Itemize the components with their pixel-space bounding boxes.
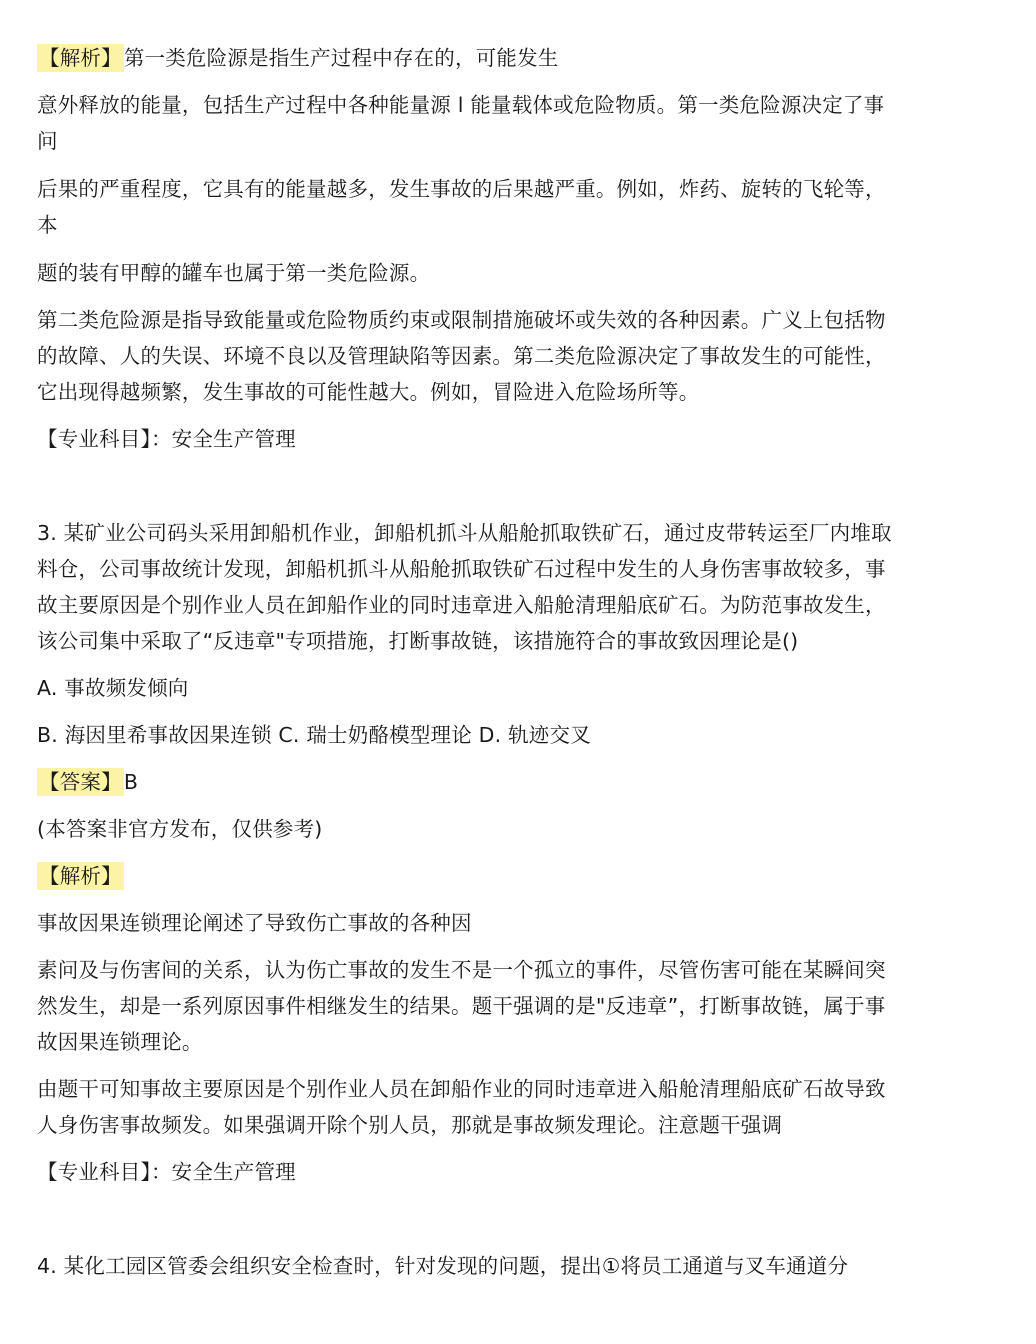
question-line: 料仓，公司事故统计发现，卸船机抓斗从船舱抓取铁矿石过程中发生的人身伤害事故较多，事 xyxy=(37,557,886,581)
subject-line: 【专业科目】：安全生产管理 xyxy=(37,1160,296,1184)
analysis-line xyxy=(37,40,967,76)
analysis-line: 人身伤害事故频发。如果强调开除个别人员，那就是事故频发理论。注意题干强调 xyxy=(37,1113,783,1137)
disclaimer-line: (本答案非官方发布，仅供参考) xyxy=(37,817,323,841)
analysis-line: 然发生，却是一系列原因事件相继发生的结果。题干强调的是"反违章”，打断事故链，属于事 xyxy=(37,994,886,1018)
analysis-line: 题的装有甲醇的罐车也属于第一类危险源。 xyxy=(37,261,431,285)
analysis-tag: 【解析】 xyxy=(39,864,122,888)
analysis-line: 它出现得越频繁，发生事故的可能性越大。例如，冒险进入危险场所等。 xyxy=(37,380,700,404)
analysis-line: 事故因果连锁理论阐述了导致伤亡事故的各种因 xyxy=(37,911,472,935)
analysis-line: 问 xyxy=(37,129,58,153)
analysis-line: 意外释放的能量，包括生产过程中各种能量源 l 能量载体或危险物质。第一类危险源决定了事 xyxy=(37,93,885,117)
answer-line xyxy=(37,764,967,800)
analysis-line: 后果的严重程度，它具有的能量越多，发生事故的后果越严重。例如，炸药、旋转的飞轮等， xyxy=(37,177,886,201)
answer-value: B xyxy=(123,770,139,794)
analysis-line: 故因果连锁理论。 xyxy=(37,1030,203,1054)
analysis-text: 第一类危险源是指生产过程中存在的，可能发生 xyxy=(123,46,559,70)
question-line: 该公司集中采取了“反违章"专项措施，打断事故链，该措施符合的事故致因理论是() xyxy=(37,629,799,653)
option-line: A. 事故频发倾向 xyxy=(37,676,189,700)
analysis-line: 素问及与伤害间的关系，认为伤亡事故的发生不是一个孤立的事件，尽管伤害可能在某瞬间突 xyxy=(37,958,886,982)
option-line: B. 海因里希事故因果连锁 C. 瑞士奶酪模型理论 D. 轨迹交叉 xyxy=(37,723,591,747)
subject-line: 【专业科目】：安全生产管理 xyxy=(37,427,296,451)
analysis-line: 第二类危险源是指导致能量或危险物质约束或限制措施破坏或失效的各种因素。广义上包括物 xyxy=(37,308,886,332)
analysis-line: 本 xyxy=(37,213,58,237)
analysis-line: 的故障、人的失误、环境不良以及管理缺陷等因素。第二类危险源决定了事故发生的可能性， xyxy=(37,344,886,368)
answer-tag: 【答案】 xyxy=(39,770,122,794)
analysis-tag: 【解析】 xyxy=(39,46,122,70)
question-line: 4. 某化工园区管委会组织安全检查时，针对发现的问题，提出①将员工通道与叉车通道分 xyxy=(37,1254,849,1278)
analysis-line: 由题干可知事故主要原因是个别作业人员在卸船作业的同时违章进入船舱清理船底矿石故导致 xyxy=(37,1077,886,1101)
question-line: 3. 某矿业公司码头采用卸船机作业，卸船机抓斗从船舱抓取铁矿石，通过皮带转运至厂内堆取 xyxy=(37,521,892,545)
question-line: 故主要原因是个别作业人员在卸船作业的同时违章进入船舱清理船底矿石。为防范事故发生， xyxy=(37,593,886,617)
analysis-line xyxy=(37,858,967,894)
